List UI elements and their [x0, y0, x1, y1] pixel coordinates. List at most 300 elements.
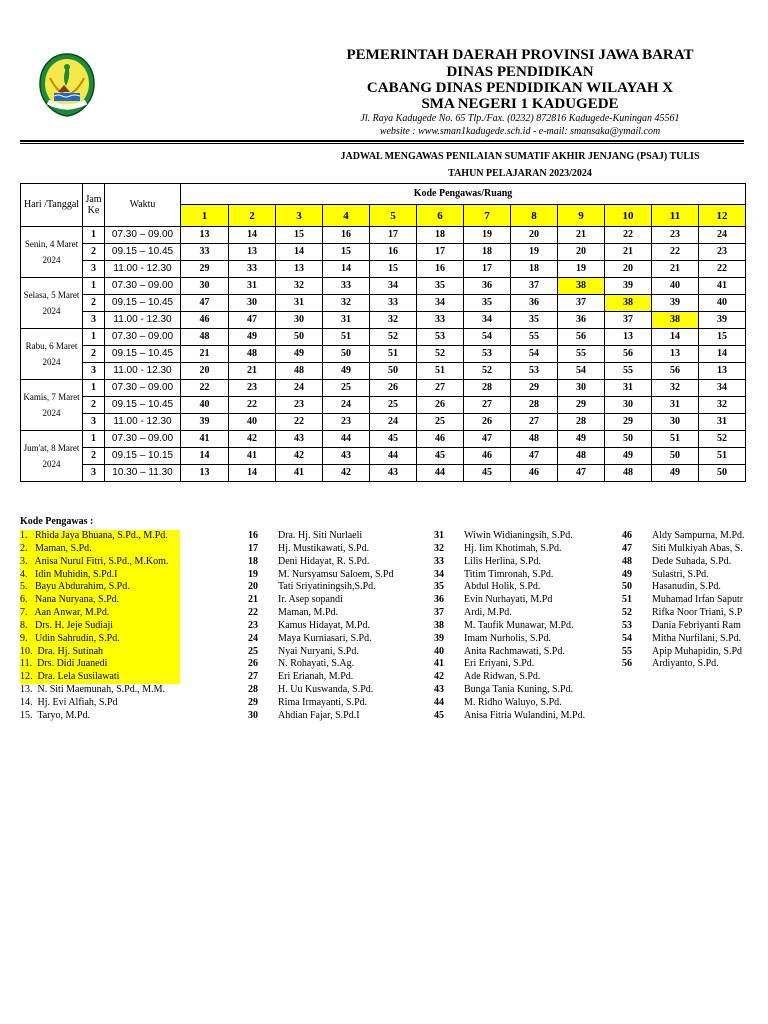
supervisor-code-cell: 14: [323, 261, 370, 278]
supervisor-code-cell: 19: [558, 261, 605, 278]
waktu-cell: 09.15 – 10.45: [105, 346, 181, 363]
supervisor-item: [622, 633, 768, 646]
supervisor-number: 51: [622, 594, 632, 606]
supervisor-name: Nyai Nuryani, S.Pd.: [278, 645, 359, 657]
supervisor-code-cell: 34: [417, 295, 464, 312]
supervisor-item: [622, 646, 768, 659]
jam-cell: 1: [83, 431, 105, 448]
supervisor-code-cell: 22: [699, 261, 746, 278]
supervisor-code-cell: 49: [652, 465, 699, 482]
supervisor-item: [20, 530, 240, 543]
supervisor-code-cell: 55: [605, 363, 652, 380]
supervisor-code-cell: 19: [464, 227, 511, 244]
supervisor-code-cell: 30: [181, 278, 229, 295]
supervisor-code-cell: 18: [511, 261, 558, 278]
supervisor-item: [20, 556, 240, 569]
supervisor-item: [20, 569, 240, 582]
kode-pengawas-title: Kode Pengawas :: [20, 516, 94, 527]
supervisor-list-2: [248, 530, 428, 723]
supervisor-code-cell: 21: [181, 346, 229, 363]
supervisor-code-cell: 42: [229, 431, 276, 448]
supervisor-number: 32: [434, 542, 444, 554]
header-line-2: DINAS PENDIDIKAN: [446, 64, 594, 80]
supervisor-code-cell: 50: [605, 431, 652, 448]
supervisor-code-cell: 28: [558, 414, 605, 431]
supervisor-code-cell: 36: [464, 278, 511, 295]
supervisor-code-cell: 47: [181, 295, 229, 312]
room-header: 11: [652, 205, 699, 227]
supervisor-code-cell: 22: [276, 414, 323, 431]
supervisor-name: 14. Hj. Evi Alfiah, S.Pd: [20, 696, 118, 708]
supervisor-item: [622, 556, 768, 569]
supervisor-item: [248, 633, 428, 646]
supervisor-code-cell: 14: [229, 227, 276, 244]
supervisor-name: 8. Drs. H. Jeje Sudiaji: [20, 620, 180, 633]
supervisor-number: 44: [434, 696, 444, 708]
supervisor-item: [248, 594, 428, 607]
supervisor-code-cell: 23: [323, 414, 370, 431]
table-row: [21, 244, 746, 261]
supervisor-code-cell: 32: [323, 295, 370, 312]
document-subtitle: TAHUN PELAJARAN 2023/2024: [448, 168, 592, 179]
supervisor-code-cell: 28: [464, 380, 511, 397]
supervisor-item: [434, 594, 624, 607]
supervisor-item: [20, 607, 240, 620]
supervisor-number: 25: [248, 645, 258, 657]
supervisor-name: 2. Maman, S.Pd.: [20, 543, 180, 556]
supervisor-code-cell: 30: [605, 397, 652, 414]
supervisor-name: 1. Rhida Jaya Bhuana, S.Pd., M.Pd.: [20, 530, 180, 543]
supervisor-name: 9. Udin Sahrudin, S.Pd.: [20, 633, 180, 646]
supervisor-item: [622, 607, 768, 620]
room-header: 8: [511, 205, 558, 227]
supervisor-name: Wiwin Widianingsih, S.Pd.: [464, 530, 573, 541]
supervisor-name: M. Ridho Waluyo, S.Pd.: [464, 696, 562, 708]
supervisor-number: 17: [248, 542, 258, 554]
supervisor-code-cell: 40: [652, 278, 699, 295]
supervisor-name: Mitha Nurfilani, S.Pd.: [652, 632, 742, 644]
supervisor-number: 33: [434, 555, 444, 567]
supervisor-code-cell: 25: [370, 397, 417, 414]
supervisor-code-cell: 23: [229, 380, 276, 397]
supervisor-item: [20, 633, 240, 646]
supervisor-name: Dania Febriyanti Ram: [652, 619, 741, 631]
supervisor-code-cell: 39: [605, 278, 652, 295]
supervisor-code-cell: 13: [181, 227, 229, 244]
supervisor-name: Tati Sriyatiningsih,S.Pd.: [278, 581, 376, 593]
supervisor-code-cell: 32: [276, 278, 323, 295]
supervisor-item: [434, 569, 624, 582]
head-waktu: Waktu: [105, 184, 181, 227]
supervisor-number: 56: [622, 658, 632, 670]
supervisor-name: Imam Nurholis, S.Pd.: [464, 632, 551, 644]
supervisor-name: Rima Irmayanti, S.Pd.: [278, 696, 368, 708]
supervisor-item: [248, 607, 428, 620]
supervisor-code-cell: 49: [276, 346, 323, 363]
supervisor-code-cell: 56: [558, 329, 605, 346]
supervisor-code-cell: 32: [699, 397, 746, 414]
supervisor-code-cell: 55: [558, 346, 605, 363]
supervisor-code-cell: 54: [558, 363, 605, 380]
supervisor-item: [248, 556, 428, 569]
supervisor-code-cell: 22: [652, 244, 699, 261]
supervisor-code-cell: 22: [229, 397, 276, 414]
supervisor-item: [434, 607, 624, 620]
supervisor-code-cell: 44: [417, 465, 464, 482]
supervisor-code-cell: 55: [511, 329, 558, 346]
supervisor-code-cell: 34: [464, 312, 511, 329]
supervisor-code-cell: 31: [276, 295, 323, 312]
supervisor-item: [622, 658, 768, 671]
supervisor-code-cell: 27: [464, 397, 511, 414]
jam-cell: 3: [83, 465, 105, 482]
waktu-cell: 10.30 – 11.30: [105, 465, 181, 482]
supervisor-number: 28: [248, 684, 258, 696]
supervisor-code-cell: 26: [464, 414, 511, 431]
supervisor-number: 22: [248, 607, 258, 619]
supervisor-code-cell: 42: [323, 465, 370, 482]
room-header: 4: [323, 205, 370, 227]
supervisor-code-cell: 20: [511, 227, 558, 244]
room-header: 7: [464, 205, 511, 227]
supervisor-item: [622, 530, 768, 543]
supervisor-code-cell: 40: [229, 414, 276, 431]
supervisor-number: 29: [248, 696, 258, 708]
supervisor-name: 6. Nana Nuryana, S.Pd.: [20, 594, 180, 607]
supervisor-item: [434, 633, 624, 646]
supervisor-code-cell: 14: [229, 465, 276, 482]
supervisor-code-cell: 47: [558, 465, 605, 482]
schedule-table: [20, 183, 746, 482]
supervisor-code-cell: 49: [323, 363, 370, 380]
supervisor-item: [248, 543, 428, 556]
waktu-cell: 07.30 – 09.00: [105, 329, 181, 346]
supervisor-number: 23: [248, 619, 258, 631]
supervisor-name: 13. N. Siti Maemunah, S.Pd., M.M.: [20, 684, 166, 696]
supervisor-name: Hj. Mustikawati, S.Pd.: [278, 542, 370, 554]
supervisor-item: [434, 556, 624, 569]
table-row: [21, 414, 746, 431]
supervisor-number: 31: [434, 530, 444, 541]
table-row: [21, 261, 746, 278]
supervisor-number: 45: [434, 709, 444, 721]
head-day: Hari /Tanggal: [21, 184, 83, 227]
supervisor-item: [622, 569, 768, 582]
supervisor-number: 50: [622, 581, 632, 593]
supervisor-name: Ade Ridwan, S.Pd.: [464, 671, 541, 683]
supervisor-item: [248, 569, 428, 582]
table-row: [21, 278, 746, 295]
supervisor-number: 18: [248, 555, 258, 567]
head-jam: Jam Ke: [83, 184, 105, 227]
supervisor-code-cell: 50: [276, 329, 323, 346]
supervisor-code-cell: 29: [605, 414, 652, 431]
supervisor-item: [434, 646, 624, 659]
waktu-cell: 09.15 – 10.45: [105, 397, 181, 414]
supervisor-name: Rifka Noor Triani, S.P: [652, 607, 743, 619]
supervisor-code-cell: 24: [323, 397, 370, 414]
supervisor-code-cell: 47: [229, 312, 276, 329]
supervisor-code-cell: 25: [323, 380, 370, 397]
supervisor-code-cell: 24: [699, 227, 746, 244]
supervisor-code-cell: 44: [370, 448, 417, 465]
supervisor-code-cell: 20: [605, 261, 652, 278]
supervisor-code-cell: 38: [558, 278, 605, 295]
supervisor-code-cell: 35: [417, 278, 464, 295]
supervisor-code-cell: 38: [652, 312, 699, 329]
supervisor-code-cell: 15: [276, 227, 323, 244]
supervisor-code-cell: 48: [229, 346, 276, 363]
supervisor-code-cell: 52: [464, 363, 511, 380]
supervisor-number: 46: [622, 530, 632, 541]
day-label: Senin, 4 Maret 2024: [21, 227, 83, 278]
table-row: [21, 397, 746, 414]
supervisor-name: Evin Nurhayati, M.Pd: [464, 594, 553, 606]
supervisor-code-cell: 43: [323, 448, 370, 465]
supervisor-code-cell: 30: [229, 295, 276, 312]
supervisor-code-cell: 46: [511, 465, 558, 482]
supervisor-list-3: [434, 530, 624, 723]
supervisor-code-cell: 54: [511, 346, 558, 363]
supervisor-code-cell: 18: [464, 244, 511, 261]
supervisor-code-cell: 36: [558, 312, 605, 329]
supervisor-item: [434, 581, 624, 594]
document-title: JADWAL MENGAWAS PENILAIAN SUMATIF AKHIR JENJANG (PSAJ) TULIS: [340, 151, 700, 162]
supervisor-name: 10. Dra. Hj. Sutinah: [20, 646, 180, 659]
supervisor-code-cell: 40: [699, 295, 746, 312]
day-label: Rabu, 6 Maret 2024: [21, 329, 83, 380]
jam-cell: 3: [83, 414, 105, 431]
supervisor-number: 39: [434, 632, 444, 644]
supervisor-name: Ahdian Fajar, S.Pd.I: [278, 709, 360, 721]
supervisor-name: Hasanudin, S.Pd.: [652, 581, 721, 593]
supervisor-code-cell: 50: [652, 448, 699, 465]
jam-cell: 1: [83, 227, 105, 244]
day-label: Selasa, 5 Maret 2024: [21, 278, 83, 329]
supervisor-code-cell: 48: [181, 329, 229, 346]
supervisor-code-cell: 20: [181, 363, 229, 380]
jam-cell: 2: [83, 448, 105, 465]
supervisor-item: [248, 646, 428, 659]
supervisor-number: 40: [434, 645, 444, 657]
supervisor-code-cell: 31: [652, 397, 699, 414]
supervisor-code-cell: 35: [464, 295, 511, 312]
waktu-cell: 07.30 – 09.00: [105, 227, 181, 244]
waktu-cell: 09.15 – 10.45: [105, 244, 181, 261]
supervisor-code-cell: 29: [511, 380, 558, 397]
jam-cell: 3: [83, 363, 105, 380]
supervisor-item: [20, 658, 240, 671]
supervisor-code-cell: 53: [417, 329, 464, 346]
supervisor-code-cell: 51: [417, 363, 464, 380]
supervisor-number: 53: [622, 619, 632, 631]
supervisor-number: 20: [248, 581, 258, 593]
room-header: 1: [181, 205, 229, 227]
jam-cell: 1: [83, 380, 105, 397]
supervisor-name: Abdul Holik, S.Pd.: [464, 581, 541, 593]
table-row: [21, 227, 746, 244]
supervisor-item: [248, 530, 428, 543]
supervisor-code-cell: 33: [229, 261, 276, 278]
supervisor-number: 21: [248, 594, 258, 606]
waktu-cell: 11.00 - 12.30: [105, 414, 181, 431]
jam-cell: 2: [83, 295, 105, 312]
supervisor-code-cell: 15: [699, 329, 746, 346]
supervisor-code-cell: 37: [558, 295, 605, 312]
supervisor-item: [20, 543, 240, 556]
supervisor-code-cell: 29: [181, 261, 229, 278]
supervisor-code-cell: 53: [464, 346, 511, 363]
supervisor-name: Apip Muhapidin, S.Pd: [652, 645, 743, 657]
supervisor-code-cell: 31: [605, 380, 652, 397]
supervisor-name: Deni Hidayat, R. S.Pd.: [278, 555, 370, 567]
supervisor-number: 43: [434, 684, 444, 696]
supervisor-code-cell: 34: [370, 278, 417, 295]
jam-cell: 2: [83, 346, 105, 363]
supervisor-number: 16: [248, 530, 258, 541]
table-row: [21, 295, 746, 312]
supervisor-code-cell: 46: [181, 312, 229, 329]
supervisor-code-cell: 30: [652, 414, 699, 431]
school-contact: website : www.sman1kadugede.sch.id - e-mail: smansaka@ymail.com: [379, 126, 661, 137]
supervisor-name: M. Taufik Munawar, M.Pd.: [464, 619, 574, 631]
supervisor-number: 35: [434, 581, 444, 593]
supervisor-code-cell: 17: [464, 261, 511, 278]
supervisor-code-cell: 26: [370, 380, 417, 397]
supervisor-code-cell: 33: [323, 278, 370, 295]
supervisor-number: 54: [622, 632, 632, 644]
supervisor-code-cell: 37: [511, 278, 558, 295]
supervisor-code-cell: 13: [276, 261, 323, 278]
supervisor-code-cell: 46: [464, 448, 511, 465]
supervisor-item: [20, 671, 240, 684]
supervisor-code-cell: 47: [511, 448, 558, 465]
supervisor-item: [20, 594, 240, 607]
room-header: 3: [276, 205, 323, 227]
supervisor-code-cell: 13: [229, 244, 276, 261]
supervisor-item: [20, 620, 240, 633]
supervisor-code-cell: 21: [605, 244, 652, 261]
supervisor-item: [20, 710, 240, 723]
head-kode: Kode Pengawas/Ruang: [181, 184, 746, 205]
supervisor-name: Maman, M.Pd.: [278, 607, 338, 619]
supervisor-number: 41: [434, 658, 444, 670]
supervisor-item: [20, 646, 240, 659]
room-header: 6: [417, 205, 464, 227]
supervisor-code-cell: 30: [276, 312, 323, 329]
supervisor-number: 30: [248, 709, 258, 721]
supervisor-number: 47: [622, 542, 632, 554]
supervisor-code-cell: 31: [323, 312, 370, 329]
supervisor-name: Anisa Fitria Wulandini, M.Pd.: [464, 709, 586, 721]
supervisor-code-cell: 17: [417, 244, 464, 261]
supervisor-name: Eri Erianah, M.Pd.: [278, 671, 354, 683]
supervisor-item: [434, 543, 624, 556]
waktu-cell: 07.30 – 09.00: [105, 380, 181, 397]
supervisor-name: Anita Rachmawati, S.Pd.: [464, 645, 565, 657]
supervisor-code-cell: 13: [605, 329, 652, 346]
supervisor-code-cell: 21: [229, 363, 276, 380]
supervisor-code-cell: 22: [181, 380, 229, 397]
supervisor-number: 24: [248, 632, 258, 644]
supervisor-number: 26: [248, 658, 258, 670]
supervisor-code-cell: 18: [417, 227, 464, 244]
supervisor-code-cell: 20: [558, 244, 605, 261]
supervisor-code-cell: 38: [605, 295, 652, 312]
supervisor-code-cell: 15: [323, 244, 370, 261]
supervisor-code-cell: 17: [370, 227, 417, 244]
supervisor-name: N. Rohayati, S.Ag.: [278, 658, 355, 670]
supervisor-code-cell: 54: [464, 329, 511, 346]
supervisor-item: [20, 581, 240, 594]
provincial-logo: [38, 52, 96, 118]
supervisor-number: 52: [622, 607, 632, 619]
supervisor-code-cell: 19: [511, 244, 558, 261]
day-label: Kamis, 7 Maret 2024: [21, 380, 83, 431]
supervisor-name: Eri Eriyani, S.Pd.: [464, 658, 535, 670]
supervisor-code-cell: 50: [699, 465, 746, 482]
supervisor-code-cell: 39: [652, 295, 699, 312]
supervisor-code-cell: 21: [558, 227, 605, 244]
supervisor-code-cell: 49: [229, 329, 276, 346]
supervisor-item: [622, 620, 768, 633]
header-line-1: PEMERINTAH DAERAH PROVINSI JAWA BARAT: [346, 47, 694, 63]
supervisor-name: 12. Dra. Lela Susilawati: [20, 671, 180, 684]
table-row: [21, 380, 746, 397]
table-row: [21, 448, 746, 465]
table-row: [21, 329, 746, 346]
supervisor-code-cell: 48: [558, 448, 605, 465]
supervisor-code-cell: 22: [605, 227, 652, 244]
supervisor-name: Kamus Hidayat, M.Pd.: [278, 619, 370, 631]
supervisor-list-1: [20, 530, 240, 723]
room-header: 9: [558, 205, 605, 227]
supervisor-code-cell: 51: [699, 448, 746, 465]
supervisor-code-cell: 15: [370, 261, 417, 278]
supervisor-code-cell: 24: [276, 380, 323, 397]
supervisor-code-cell: 28: [511, 397, 558, 414]
supervisor-item: [434, 620, 624, 633]
supervisor-code-cell: 35: [511, 312, 558, 329]
supervisor-code-cell: 51: [323, 329, 370, 346]
supervisor-item: [20, 684, 240, 697]
supervisor-code-cell: 37: [605, 312, 652, 329]
supervisor-code-cell: 51: [370, 346, 417, 363]
supervisor-code-cell: 41: [181, 431, 229, 448]
supervisor-code-cell: 51: [652, 431, 699, 448]
supervisor-code-cell: 36: [511, 295, 558, 312]
supervisor-item: [434, 710, 624, 723]
supervisor-code-cell: 50: [323, 346, 370, 363]
waktu-cell: 11.00 - 12.30: [105, 363, 181, 380]
supervisor-code-cell: 27: [511, 414, 558, 431]
day-label: Jum'at, 8 Maret 2024: [21, 431, 83, 482]
jam-cell: 2: [83, 397, 105, 414]
supervisor-code-cell: 23: [276, 397, 323, 414]
supervisor-code-cell: 49: [605, 448, 652, 465]
header-rule-thin: [20, 143, 744, 144]
room-header: 2: [229, 205, 276, 227]
supervisor-item: [20, 697, 240, 710]
waktu-cell: 07.30 – 09.00: [105, 431, 181, 448]
supervisor-name: Ir. Asep sopandi: [278, 594, 343, 606]
room-header: 10: [605, 205, 652, 227]
supervisor-code-cell: 14: [652, 329, 699, 346]
supervisor-code-cell: 16: [370, 244, 417, 261]
table-row: [21, 431, 746, 448]
supervisor-name: Ardiyanto, S.Pd.: [652, 658, 719, 670]
supervisor-code-cell: 47: [464, 431, 511, 448]
